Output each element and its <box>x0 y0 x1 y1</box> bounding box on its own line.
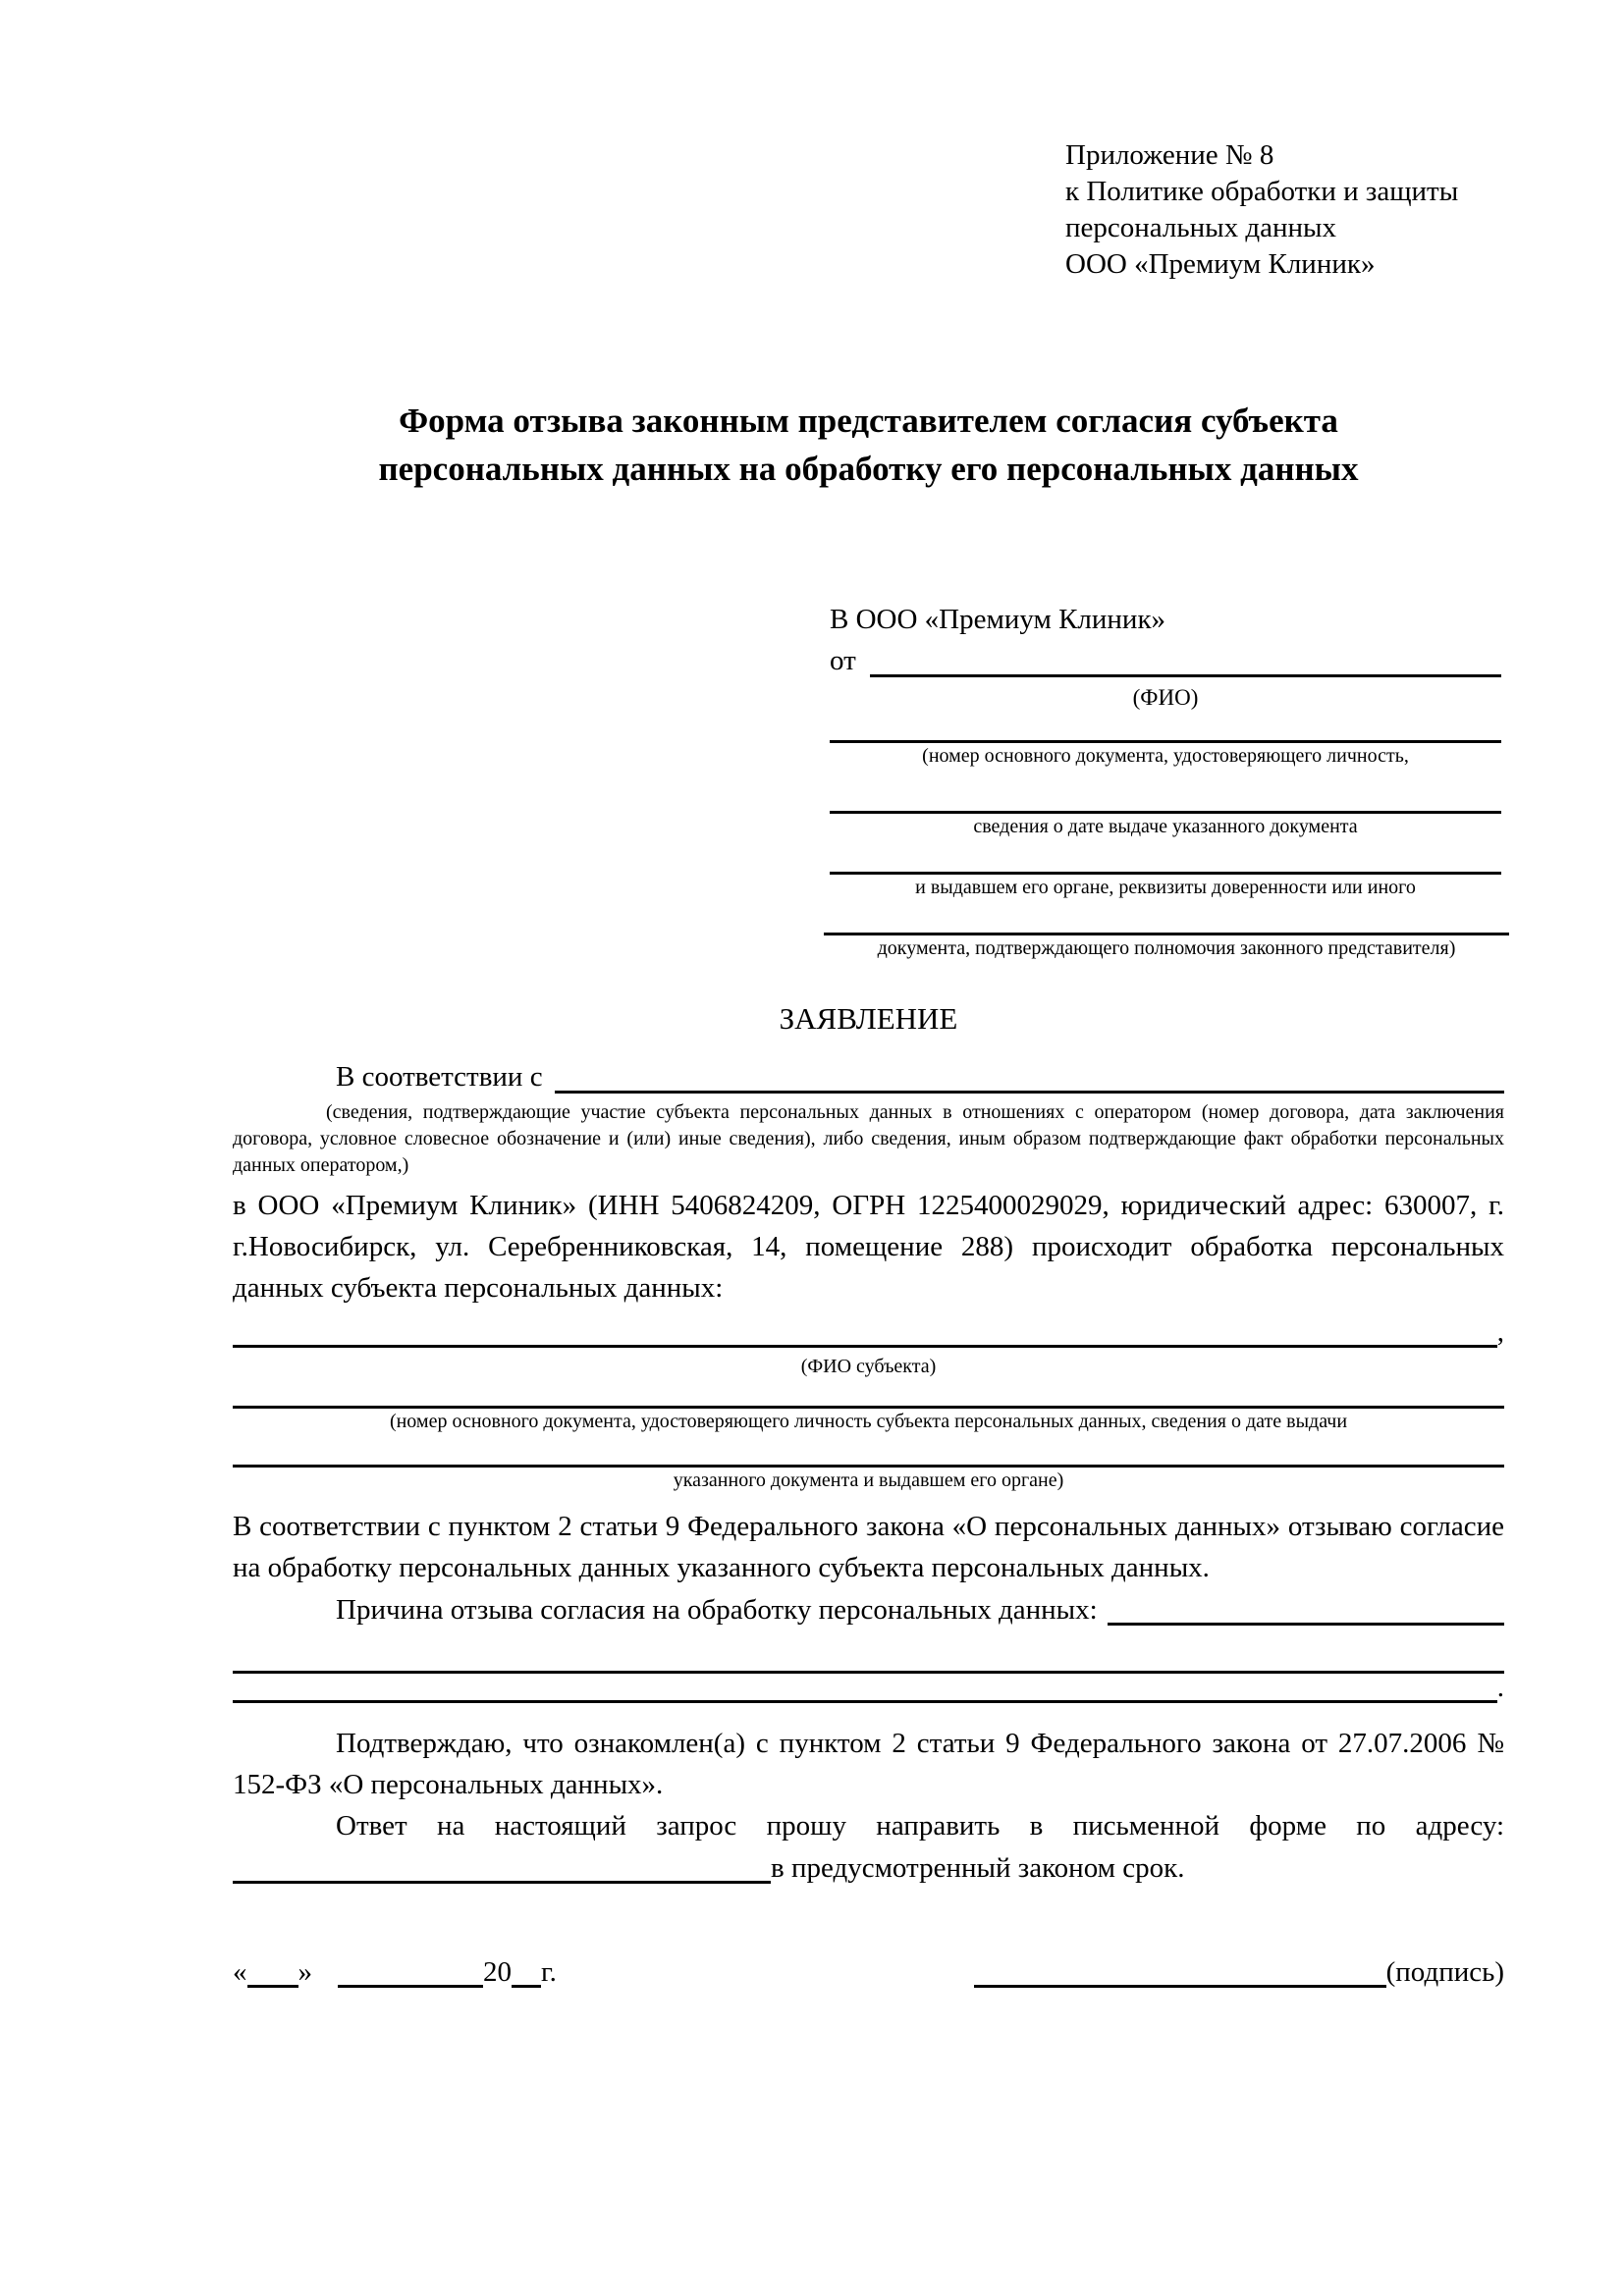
subject-doc-row <box>233 1406 1504 1435</box>
reason-label: Причина отзыва согласия на обработку персональных данных: <box>336 1594 1098 1626</box>
operator-paragraph: в ООО «Премиум Клиник» (ИНН 5406824209, ОГРН 1225400029029, юридический адрес: 630007, г. г.Новосибирск, ул. Серебренниковская, 14, помещение 288) происходит обработка персональных данных субъекта персональных данных: <box>233 1190 1504 1304</box>
reason-blank-line-0[interactable] <box>1108 1623 1504 1626</box>
from-label: от <box>830 645 856 676</box>
form-title <box>233 397 1504 493</box>
subject-fio-row <box>233 1310 1504 1354</box>
doc-caption-3: и выдавшем его органе, реквизиты доверенности или иного <box>915 877 1416 898</box>
intro-blank-line[interactable] <box>555 1091 1504 1094</box>
date-group <box>233 1950 557 1994</box>
subject-fio-blank-line[interactable] <box>233 1345 1497 1348</box>
reason-row <box>233 1588 1504 1631</box>
withdrawal-paragraph: В соответствии с пунктом 2 статьи 9 Федерального закона «О персональных данных» отзываю согласие на обработку персональных данных указанного субъекта персональных данных. <box>233 1511 1504 1583</box>
recipient-block <box>830 601 1501 962</box>
subject-doc-caption-2: указанного документа и выдавшем его органе) <box>673 1469 1064 1491</box>
date-year-suffix: г. <box>541 1956 557 1988</box>
doc-caption-4: документа, подтверждающего полномочия законного представителя) <box>877 937 1456 959</box>
date-month-blank[interactable] <box>338 1985 483 1988</box>
recipient-org: В ООО «Премиум Клиник» <box>830 604 1166 635</box>
appendix-line: персональных данных <box>1065 212 1337 243</box>
doc-blank-row <box>830 811 1501 840</box>
intro-row <box>233 1054 1504 1099</box>
fio-caption: (ФИО) <box>1132 685 1199 710</box>
subject-doc-row <box>233 1465 1504 1494</box>
appendix-line: ООО «Премиум Клиник» <box>1065 248 1376 280</box>
signature-blank-line[interactable] <box>974 1985 1386 1988</box>
date-year-prefix: 20 <box>483 1956 512 1988</box>
fio-blank-line[interactable] <box>870 674 1501 677</box>
confirmation-paragraph: Подтверждаю, что ознакомлен(а) с пунктом 2 статьи 9 Федерального закона от 27.07.2006 № 152-ФЗ «О персональных данных». <box>233 1728 1504 1800</box>
reply-paragraph: Ответ на настоящий запрос прошу направить в письменной форме по адресу: <box>336 1810 1504 1842</box>
appendix-line: Приложение № 8 <box>1065 139 1274 171</box>
intro-label: В соответствии с <box>336 1061 543 1093</box>
intro-note: (сведения, подтверждающие участие субъекта персональных данных в отношениях с оператором (номер договора, дата заключения договора, условное словесное обозначение и (или) иные сведения), либо сведения, иным образом подтверждающие факт обработки персональных данных оператором,) <box>233 1101 1504 1176</box>
date-quote-close: » <box>298 1956 312 1988</box>
footer-row <box>233 1950 1504 1994</box>
date-quote-open: « <box>233 1956 247 1988</box>
reply-tail: в предусмотренный законом срок. <box>771 1852 1185 1884</box>
appendix-line: к Политике обработки и защиты <box>1065 176 1459 207</box>
statement-heading: ЗАЯВЛЕНИЕ <box>779 1001 958 1036</box>
doc-blank-row <box>830 872 1501 901</box>
reason-period: . <box>1496 1672 1504 1703</box>
date-day-blank[interactable] <box>247 1985 298 1988</box>
doc-blank-row <box>830 740 1501 770</box>
signature-group <box>974 1950 1504 1994</box>
doc-caption-2: сведения о дате выдаче указанного документа <box>973 816 1358 837</box>
form-title-line2: персональных данных на обработку его персональных данных <box>378 450 1359 488</box>
reply-address-blank-line[interactable] <box>233 1881 771 1884</box>
from-row <box>830 638 1501 683</box>
date-year-blank[interactable] <box>512 1985 541 1988</box>
reason-blank-line-2[interactable] <box>233 1700 1497 1703</box>
subject-doc-caption-1: (номер основного документа, удостоверяющего личность субъекта персональных данных, сведения о дате выдачи <box>389 1411 1348 1432</box>
doc-blank-row <box>824 933 1509 962</box>
subject-fio-comma: , <box>1496 1316 1504 1348</box>
form-title-line1: Форма отзыва законным представителем согласия субъекта <box>399 401 1338 440</box>
reply-address-row <box>233 1846 1504 1890</box>
subject-fio-caption: (ФИО субъекта) <box>800 1356 937 1377</box>
reason-end-row <box>233 1666 1504 1709</box>
appendix-header <box>1065 137 1504 283</box>
doc-caption-1: (номер основного документа, удостоверяющего личность, <box>922 745 1409 767</box>
signature-caption: (подпись) <box>1385 1956 1504 1988</box>
